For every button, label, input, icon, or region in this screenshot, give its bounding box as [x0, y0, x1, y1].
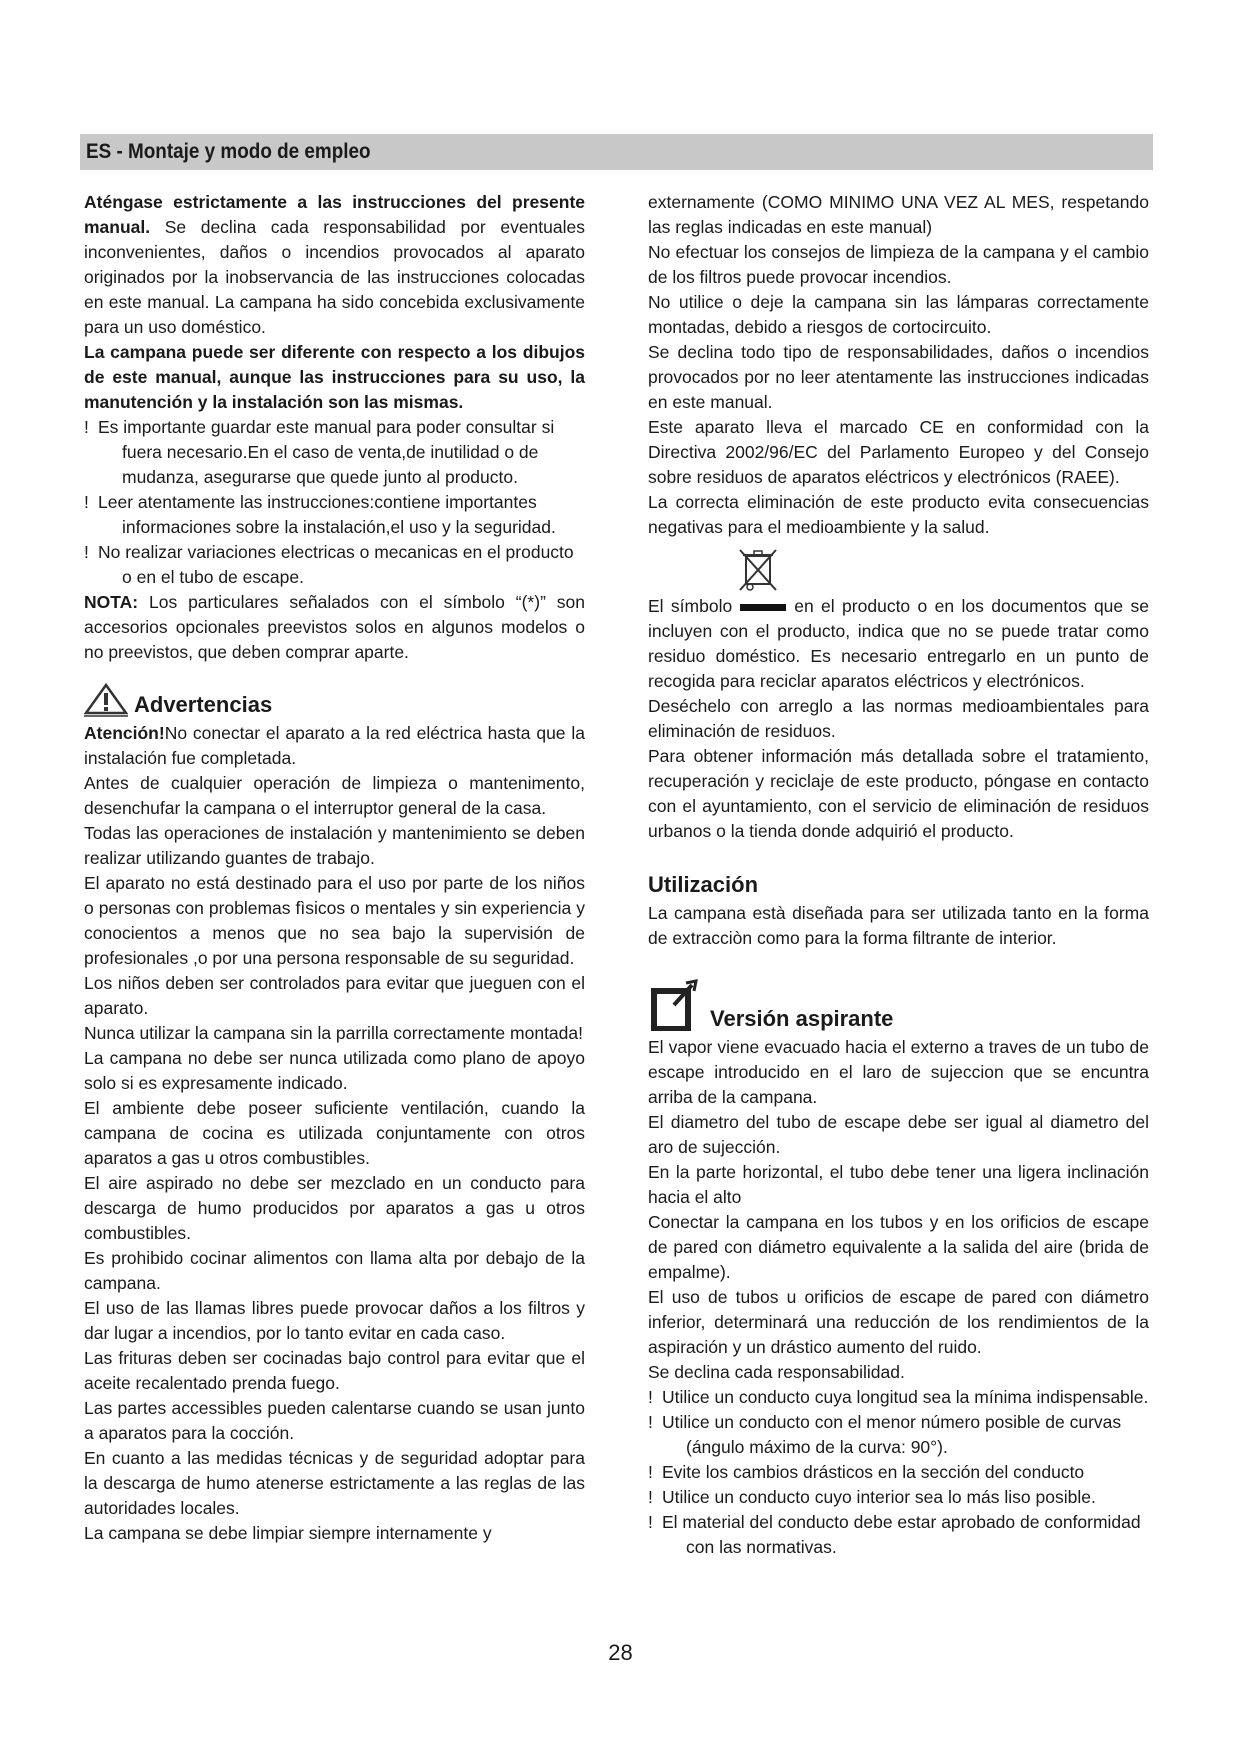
maintenance-paragraphs: [648, 190, 1149, 540]
list-item-text: No realizar variaciones electricas o mecanicas en el producto o en el tubo de escape.: [98, 542, 574, 587]
symbol-paragraph: [648, 594, 1149, 694]
bullet-mark: !: [648, 1412, 653, 1432]
atencion-text: No conectar el aparato a la red eléctrica hasta que la instalación fue completada.: [84, 723, 585, 768]
paragraph: No utilice o deje la campana sin las lámparas correctamente montadas, debido a riesgos de cortocircuito.: [648, 292, 1149, 337]
paragraph: Las frituras deben ser cocinadas bajo control para evitar que el aceite recalentado prenda fuego.: [84, 1348, 585, 1393]
utilizacion-text: La campana està diseñada para ser utilizada tanto en la forma de extracciòn como para la forma filtrante de interior.: [648, 903, 1149, 948]
bullet-mark: !: [84, 542, 89, 562]
version-heading: [648, 977, 1149, 1031]
paragraph: El uso de tubos u orificios de escape de pared con diámetro inferior, determinará una reducción de los rendimientos de la aspiración y un drástico aumento del ruido.: [648, 1287, 1149, 1357]
list-item: [84, 540, 585, 590]
list-item-text: Utilice un conducto cuya longitud sea la mínima indispensable.: [662, 1387, 1149, 1407]
paragraph: Este aparato lleva el marcado CE en conformidad con la Directiva 2002/96/EC del Parlamento Europeo y del Consejo sobre residuos de aparatos eléctricos y electrónicos (RAEE).: [648, 417, 1149, 487]
paragraph: No efectuar los consejos de limpieza de la campana y el cambio de los filtros puede provocar incendios.: [648, 242, 1149, 287]
left-column: [84, 190, 585, 1546]
crossed-bin-icon: [736, 546, 780, 594]
bullet-mark: !: [84, 492, 89, 512]
atencion-label: Atención!: [84, 723, 165, 743]
nota-paragraph: [84, 590, 585, 665]
intro-bold: Aténgase estrictamente a las instrucciones del presente manual.: [84, 192, 585, 237]
paragraph: Conectar la campana en los tubos y en los orificios de escape de pared con diámetro equivalente a la salida del aire (brida de empalme).: [648, 1212, 1149, 1282]
paragraph: Para obtener información más detallada sobre el tratamiento, recuperación y reciclaje de este producto, póngase en contacto con el ayuntamiento, con el servicio de eliminación de residuos urbanos o la tienda donde adquirió el producto.: [648, 746, 1149, 841]
bullet-mark: !: [648, 1487, 653, 1507]
intro-paragraph: [84, 190, 585, 340]
paragraph: Nunca utilizar la campana sin la parrilla correctamente montada!: [84, 1023, 583, 1043]
paragraph: Deséchelo con arreglo a las normas medioambientales para eliminación de residuos.: [648, 696, 1149, 741]
paragraph: Antes de cualquier operación de limpieza o mantenimento, desenchufar la campana o el interruptor general de la casa.: [84, 773, 585, 818]
drawings-note: La campana puede ser diferente con respecto a los dibujos de este manual, aunque las instrucciones para su uso, la manutención y la instalación son las mismas.: [84, 342, 585, 412]
list-item-text: Es importante guardar este manual para poder consultar si fuera necesario.En el caso de venta,de inutilidad o de mudanza, asegurarse que quede junto al producto.: [98, 417, 555, 487]
paragraph: La campana se debe limpiar siempre internamente y: [84, 1523, 492, 1543]
warnings-list: [84, 771, 585, 1546]
section-title: ES - Montaje y modo de empleo: [86, 140, 371, 163]
paragraph: Los niños deben ser controlados para evitar que jueguen con el aparato.: [84, 973, 585, 1018]
duct-recommendations: [648, 1385, 1149, 1560]
page-number: 28: [608, 1640, 633, 1665]
version-paragraphs: [648, 1035, 1149, 1385]
weee-bar-symbol: [740, 604, 786, 611]
bullet-mark: !: [648, 1387, 653, 1407]
list-item-text: El material del conducto debe estar aprobado de conformidad con las normativas.: [662, 1512, 1141, 1557]
paragraph: La campana no debe ser nunca utilizada como plano de apoyo solo si es expresamente indicado.: [84, 1048, 585, 1093]
list-item-text: Utilice un conducto cuyo interior sea lo más liso posible.: [662, 1487, 1096, 1507]
paragraph: El aparato no está destinado para el uso por parte de los niños o personas con problemas fìsicos o mentales y sin experiencia y conocientos a menos que no sea bajo la supervisión de profesionales ,o por una persona responsable de su seguridad.: [84, 873, 585, 968]
paragraph: Todas las operaciones de instalación y mantenimiento se deben realizar utilizando guantes de trabajo.: [84, 823, 585, 868]
utilizacion-heading: Utilización: [648, 872, 759, 897]
warnings-heading-text: Advertencias: [134, 692, 273, 717]
bullet-mark: !: [648, 1462, 653, 1482]
nota-text: Los particulares señalados con el símbolo “(*)” son accesorios opcionales preevistos solos en algunos modelos o no preevistos, que deben comprar aparte.: [84, 592, 585, 662]
warnings-heading: [84, 683, 585, 717]
list-item: [648, 1510, 1149, 1560]
paragraph: Es prohibido cocinar alimentos con llama alta por debajo de la campana.: [84, 1248, 585, 1293]
list-item-text: Leer atentamente las instrucciones:contiene importantes informaciones sobre la instalación,el uso y la seguridad.: [98, 492, 556, 537]
ducting-hood-icon: [648, 977, 704, 1031]
paragraph: Se declina cada responsabilidad.: [648, 1362, 905, 1382]
section-header-bar: [80, 134, 1153, 170]
list-item: [648, 1410, 1149, 1460]
symbol-after: en el producto o en los documentos que se incluyen con el producto, indica que no se puede tratar como residuo doméstico. Es necesario entregarlo en un punto de recogida para reciclar aparatos eléctricos y electrónicos.: [648, 596, 1150, 691]
list-item-text: Evite los cambios drásticos en la sección del conducto: [662, 1462, 1085, 1482]
nota-label: NOTA:: [84, 592, 139, 612]
list-item: [84, 415, 585, 490]
intro-text: Se declina cada responsabilidad por eventuales inconvenientes, daños o incendios provocados al aparato originados por la inobservancia de las instrucciones colocadas en este manual. La campana ha sido concebida exclusivamente para un uso doméstico.: [84, 217, 585, 337]
bullet-mark: !: [84, 417, 89, 437]
paragraph: En la parte horizontal, el tubo debe tener una ligera inclinación hacia el alto: [648, 1162, 1149, 1207]
paragraph: externamente (COMO MINIMO UNA VEZ AL MES, respetando las reglas indicadas en este manual): [648, 192, 1149, 237]
list-item: [648, 1385, 1149, 1410]
paragraph: El ambiente debe poseer suficiente ventilación, cuando la campana de cocina es utilizada conjuntamente con otros aparatos a gas u otros combustibles.: [84, 1098, 585, 1168]
bullet-mark: !: [648, 1512, 653, 1532]
version-heading-text: Versión aspirante: [710, 1006, 894, 1031]
right-column: [648, 190, 1149, 1560]
paragraph: La correcta eliminación de este producto evita consecuencias negativas para el medioambiente y la salud.: [648, 492, 1149, 537]
list-item: [84, 490, 585, 540]
paragraph: El uso de las llamas libres puede provocar daños a los filtros y dar lugar a incendios, por lo tanto evitar en cada caso.: [84, 1298, 585, 1343]
symbol-before: El símbolo: [648, 596, 733, 616]
warning-icon: [84, 683, 128, 717]
paragraph: Se declina todo tipo de responsabilidades, daños o incendios provocados por no leer atentamente las instrucciones indicadas en este manual.: [648, 342, 1149, 412]
paragraph: El vapor viene evacuado hacia el externo a traves de un tubo de escape introducido en el laro de sujeccion que se encuntra arriba de la campana.: [648, 1037, 1149, 1107]
atencion-paragraph: [84, 721, 585, 771]
list-item: [648, 1460, 1149, 1485]
list-item-text: Utilice un conducto con el menor número posible de curvas (ángulo máximo de la curva: 90°).: [662, 1412, 1122, 1457]
paragraph: Las partes accessibles pueden calentarse cuando se usan junto a aparatos para la cocción.: [84, 1398, 585, 1443]
disposal-paragraphs: [648, 694, 1149, 844]
paragraph: El aire aspirado no debe ser mezclado en un conducto para descarga de humo producidos por aparatos a gas u otros combustibles.: [84, 1173, 585, 1243]
list-item: [648, 1485, 1149, 1510]
paragraph: En cuanto a las medidas técnicas y de seguridad adoptar para la descarga de humo atenerse estrictamente a las reglas de las autoridades locales.: [84, 1448, 585, 1518]
paragraph: El diametro del tubo de escape debe ser igual al diametro del aro de sujección.: [648, 1112, 1149, 1157]
